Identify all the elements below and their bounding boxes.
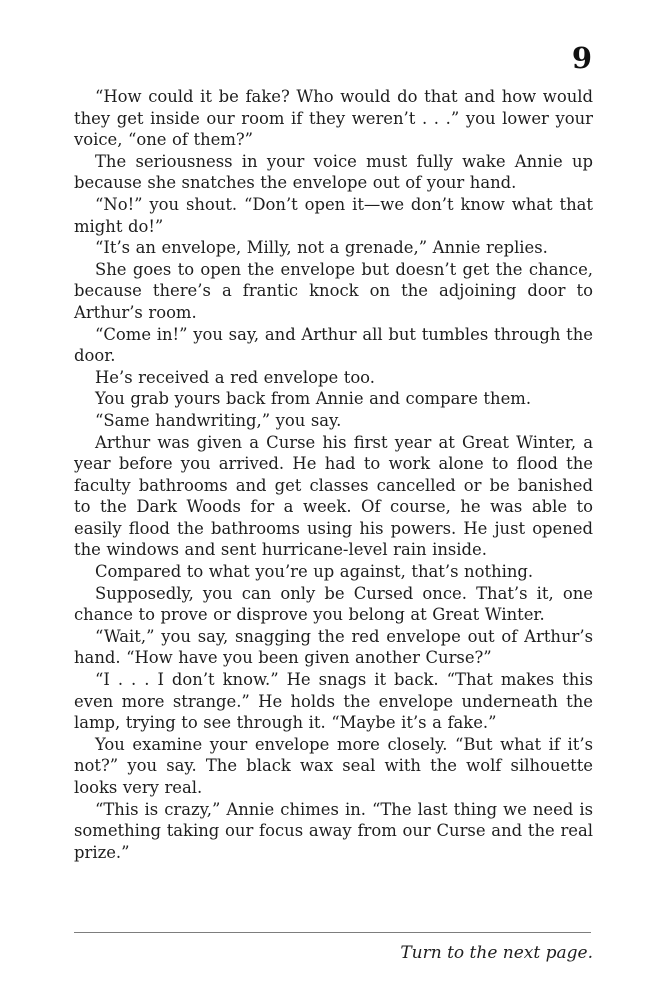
story-paragraph: She goes to open the envelope but doesn’t get the chance, because there’s a frantic knock on the adjoining door to Arthur’s room. (74, 259, 593, 322)
story-paragraph: “I . . . I don’t know.” He snags it back. “That makes this even more strange.” He holds the envelope underneath the lamp, trying to see through it. “Maybe it’s a fake.” (74, 670, 593, 733)
story-paragraph: Supposedly, you can only be Cursed once. That’s it, one chance to prove or disprove you belong at Great Winter. (74, 583, 593, 625)
story-paragraph: “Come in!” you say, and Arthur all but tumbles through the door. (74, 324, 593, 366)
story-paragraph: You examine your envelope more closely. “But what if it’s not?” you say. The black wax seal with the wolf silhouette looks very real. (74, 734, 593, 797)
story-paragraph: He’s received a red envelope too. (95, 367, 375, 387)
story-text (74, 86, 593, 863)
story-paragraph: “Wait,” you say, snagging the red envelope out of Arthur’s hand. “How have you been given another Curse?” (74, 626, 593, 668)
story-paragraph: “How could it be fake? Who would do that and how would they get inside our room if they weren’t . . .” you lower your voice, “one of them?” (74, 87, 593, 150)
story-paragraph: Arthur was given a Curse his first year at Great Winter, a year before you arrived. He had to work alone to flood the faculty bathrooms and get classes cancelled or be banished to the Dark Woods for a week. Of course, he was able to easily flood the bathrooms using his powers. He just opened the windows and sent hurricane-level rain inside. (74, 432, 593, 560)
story-paragraph: “It’s an envelope, Milly, not a grenade,” Annie replies. (95, 238, 548, 258)
story-paragraph: Compared to what you’re up against, that’s nothing. (95, 562, 534, 582)
story-paragraph: “This is crazy,” Annie chimes in. “The last thing we need is something taking our focus away from our Curse and the real prize.” (74, 799, 593, 862)
page-number: 9 (571, 41, 592, 75)
footer-divider (74, 932, 591, 933)
story-paragraph: “Same handwriting,” you say. (95, 410, 342, 430)
story-paragraph: “No!” you shout. “Don’t open it—we don’t know what that might do!” (74, 194, 593, 236)
page-turn-instruction: Turn to the next page. (400, 943, 593, 963)
story-paragraph: The seriousness in your voice must fully wake Annie up because she snatches the envelope out of your hand. (74, 151, 593, 193)
story-paragraph: You grab yours back from Annie and compare them. (95, 389, 532, 409)
